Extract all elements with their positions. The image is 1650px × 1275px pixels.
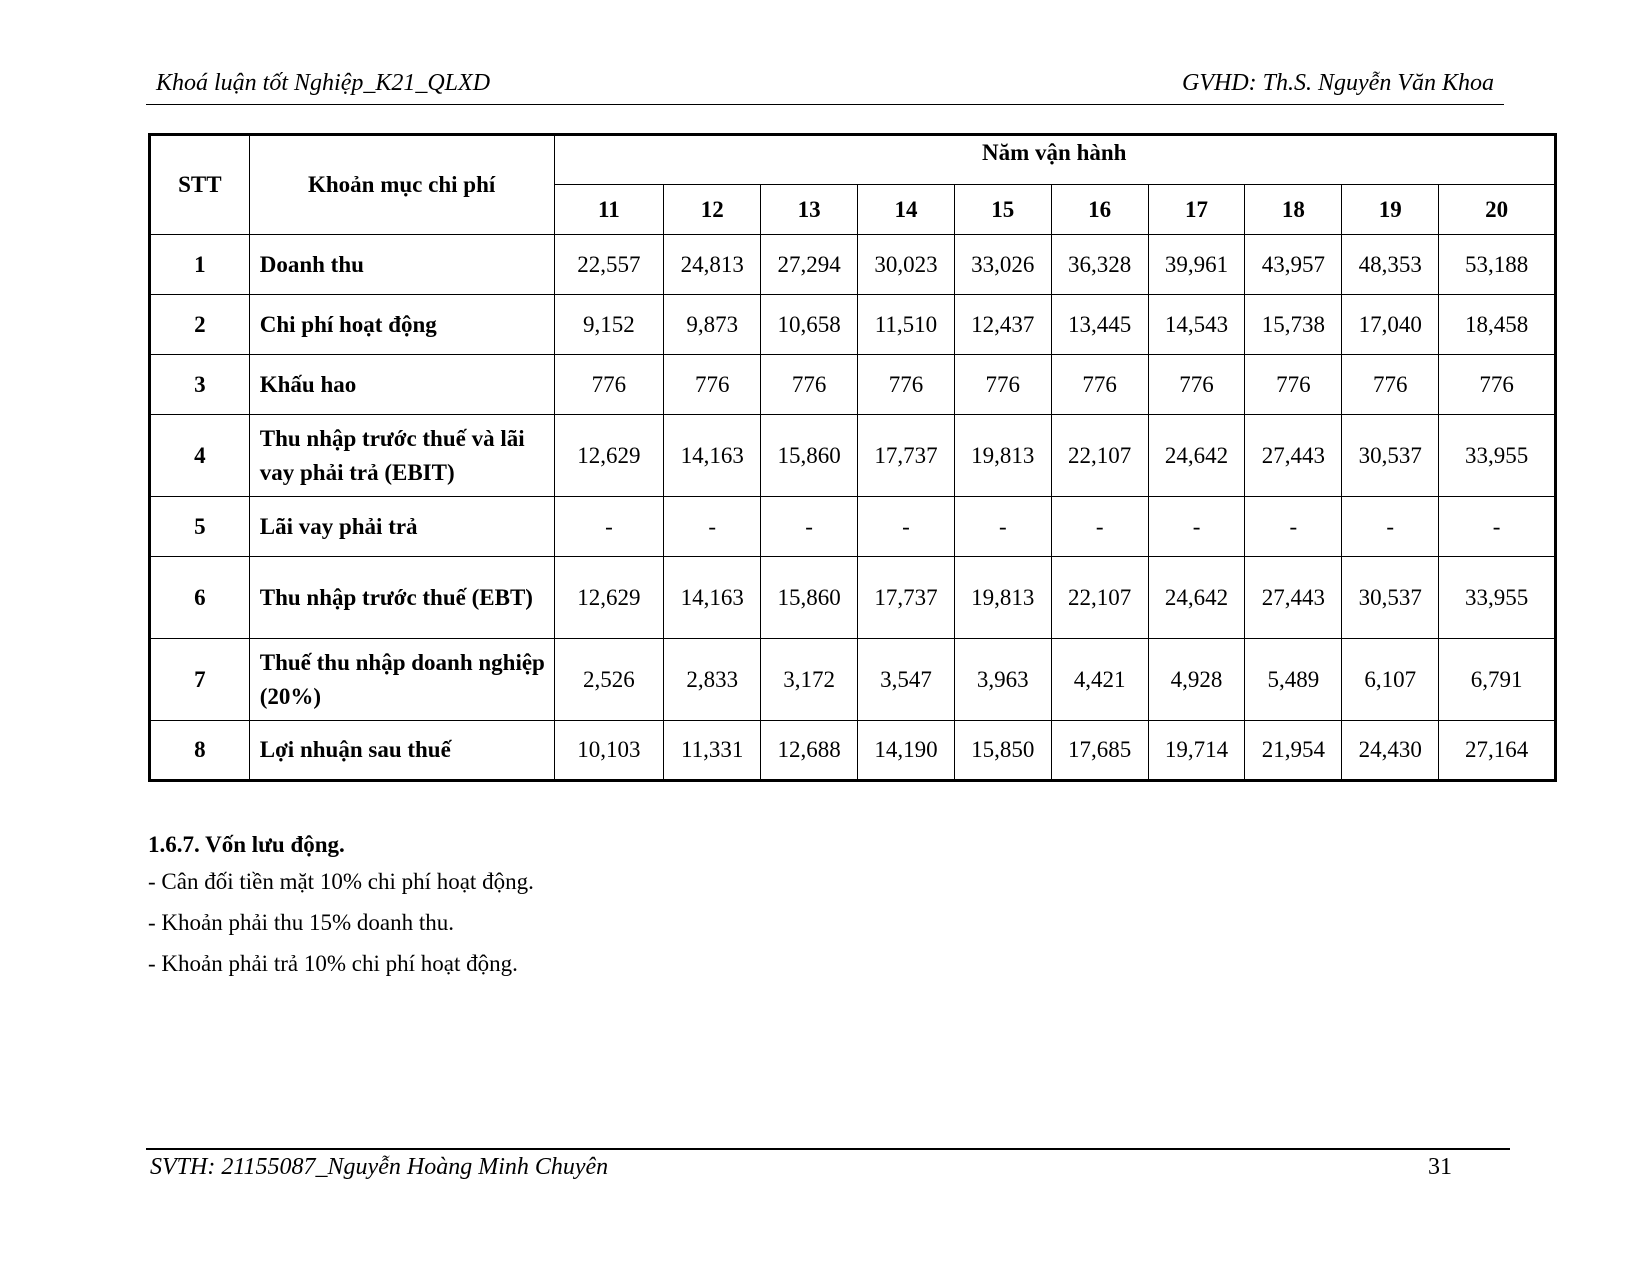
value-cell: 53,188 [1439,235,1556,295]
value-cell: - [761,497,858,557]
value-cell: 5,489 [1245,639,1342,721]
table-row [150,721,1556,781]
value-cell: 24,642 [1148,415,1245,497]
table-row [150,295,1556,355]
row-stt: 4 [150,415,250,497]
year-header-19: 19 [1342,185,1439,235]
value-cell: 48,353 [1342,235,1439,295]
value-cell: 33,955 [1439,557,1556,639]
value-cell: 33,955 [1439,415,1556,497]
value-cell: 24,430 [1342,721,1439,781]
table-row [150,557,1556,639]
header-item: Khoản mục chi phí [249,135,554,235]
year-header-11: 11 [554,185,664,235]
row-item-label: Lợi nhuận sau thuế [249,721,554,781]
header-stt: STT [150,135,250,235]
row-item-label: Thu nhập trước thuế và lãi vay phải trả (EBIT) [249,415,554,497]
table-row [150,497,1556,557]
value-cell: 4,421 [1051,639,1148,721]
value-cell: 15,860 [761,557,858,639]
value-cell: 17,737 [858,557,955,639]
table-header-row [150,135,1556,185]
value-cell: 12,629 [554,415,664,497]
value-cell: - [1148,497,1245,557]
value-cell: 43,957 [1245,235,1342,295]
operating-cost-table [148,133,1557,782]
value-cell: 14,190 [858,721,955,781]
footer-student: SVTH: 21155087_Nguyễn Hoàng Minh Chuyên [150,1154,609,1180]
value-cell: 776 [1051,355,1148,415]
value-cell: 14,543 [1148,295,1245,355]
value-cell: 11,510 [858,295,955,355]
value-cell: 776 [1148,355,1245,415]
value-cell: - [954,497,1051,557]
value-cell: 19,813 [954,557,1051,639]
value-cell: - [554,497,664,557]
value-cell: 19,813 [954,415,1051,497]
row-item-label: Lãi vay phải trả [249,497,554,557]
value-cell: 776 [1245,355,1342,415]
value-cell: 27,443 [1245,415,1342,497]
value-cell: 27,164 [1439,721,1556,781]
value-cell: 3,963 [954,639,1051,721]
year-header-20: 20 [1439,185,1556,235]
row-stt: 3 [150,355,250,415]
value-cell: 776 [554,355,664,415]
value-cell: 776 [1439,355,1556,415]
year-header-14: 14 [858,185,955,235]
value-cell: 15,850 [954,721,1051,781]
section-line-payable: - Khoản phải trả 10% chi phí hoạt động. [148,951,518,976]
value-cell: 2,526 [554,639,664,721]
page-header [146,70,1504,105]
working-capital-section [148,832,534,992]
row-item-label: Thu nhập trước thuế (EBT) [249,557,554,639]
row-item-label: Khấu hao [249,355,554,415]
value-cell: 27,443 [1245,557,1342,639]
page-footer [146,1148,1510,1180]
value-cell: 776 [1342,355,1439,415]
table-row [150,639,1556,721]
value-cell: 3,547 [858,639,955,721]
value-cell: 33,026 [954,235,1051,295]
year-header-17: 17 [1148,185,1245,235]
value-cell: 4,928 [1148,639,1245,721]
value-cell: 19,714 [1148,721,1245,781]
value-cell: - [1439,497,1556,557]
value-cell: 36,328 [1051,235,1148,295]
value-cell: - [1245,497,1342,557]
row-item-label: Chi phí hoạt động [249,295,554,355]
row-item-label: Doanh thu [249,235,554,295]
year-header-15: 15 [954,185,1051,235]
value-cell: 24,642 [1148,557,1245,639]
value-cell: 12,688 [761,721,858,781]
value-cell: 15,860 [761,415,858,497]
row-stt: 2 [150,295,250,355]
value-cell: 22,107 [1051,415,1148,497]
page-number: 31 [1428,1154,1452,1180]
value-cell: - [858,497,955,557]
value-cell: 18,458 [1439,295,1556,355]
row-stt: 1 [150,235,250,295]
value-cell: 776 [761,355,858,415]
row-stt: 7 [150,639,250,721]
value-cell: - [1342,497,1439,557]
value-cell: 17,040 [1342,295,1439,355]
value-cell: 22,107 [1051,557,1148,639]
value-cell: 14,163 [664,415,761,497]
section-line-cash: - Cân đối tiền mặt 10% chi phí hoạt động. [148,869,534,894]
year-header-13: 13 [761,185,858,235]
value-cell: 22,557 [554,235,664,295]
table-row [150,235,1556,295]
value-cell: 15,738 [1245,295,1342,355]
value-cell: 24,813 [664,235,761,295]
value-cell: 776 [954,355,1051,415]
value-cell: 3,172 [761,639,858,721]
value-cell: 30,023 [858,235,955,295]
value-cell: 30,537 [1342,415,1439,497]
value-cell: 10,658 [761,295,858,355]
value-cell: 2,833 [664,639,761,721]
value-cell: 776 [858,355,955,415]
value-cell: 17,685 [1051,721,1148,781]
value-cell: 21,954 [1245,721,1342,781]
value-cell: 13,445 [1051,295,1148,355]
value-cell: - [1051,497,1148,557]
table-row [150,355,1556,415]
value-cell: 12,629 [554,557,664,639]
year-header-12: 12 [664,185,761,235]
value-cell: 10,103 [554,721,664,781]
value-cell: 14,163 [664,557,761,639]
header-operating-years: Năm vận hành [554,135,1555,185]
value-cell: 6,107 [1342,639,1439,721]
section-heading: 1.6.7. Vốn lưu động. [148,832,345,857]
header-thesis-title: Khoá luận tốt Nghiệp_K21_QLXD [156,70,491,96]
row-stt: 8 [150,721,250,781]
section-line-receivable: - Khoản phải thu 15% doanh thu. [148,910,454,935]
year-header-18: 18 [1245,185,1342,235]
row-stt: 6 [150,557,250,639]
value-cell: 39,961 [1148,235,1245,295]
value-cell: 9,152 [554,295,664,355]
value-cell: 12,437 [954,295,1051,355]
row-item-label: Thuế thu nhập doanh nghiệp (20%) [249,639,554,721]
value-cell: 17,737 [858,415,955,497]
value-cell: 11,331 [664,721,761,781]
year-header-16: 16 [1051,185,1148,235]
value-cell: 9,873 [664,295,761,355]
value-cell: 30,537 [1342,557,1439,639]
value-cell: - [664,497,761,557]
value-cell: 776 [664,355,761,415]
value-cell: 27,294 [761,235,858,295]
value-cell: 6,791 [1439,639,1556,721]
header-advisor: GVHD: Th.S. Nguyễn Văn Khoa [1182,70,1494,96]
table-row [150,415,1556,497]
row-stt: 5 [150,497,250,557]
